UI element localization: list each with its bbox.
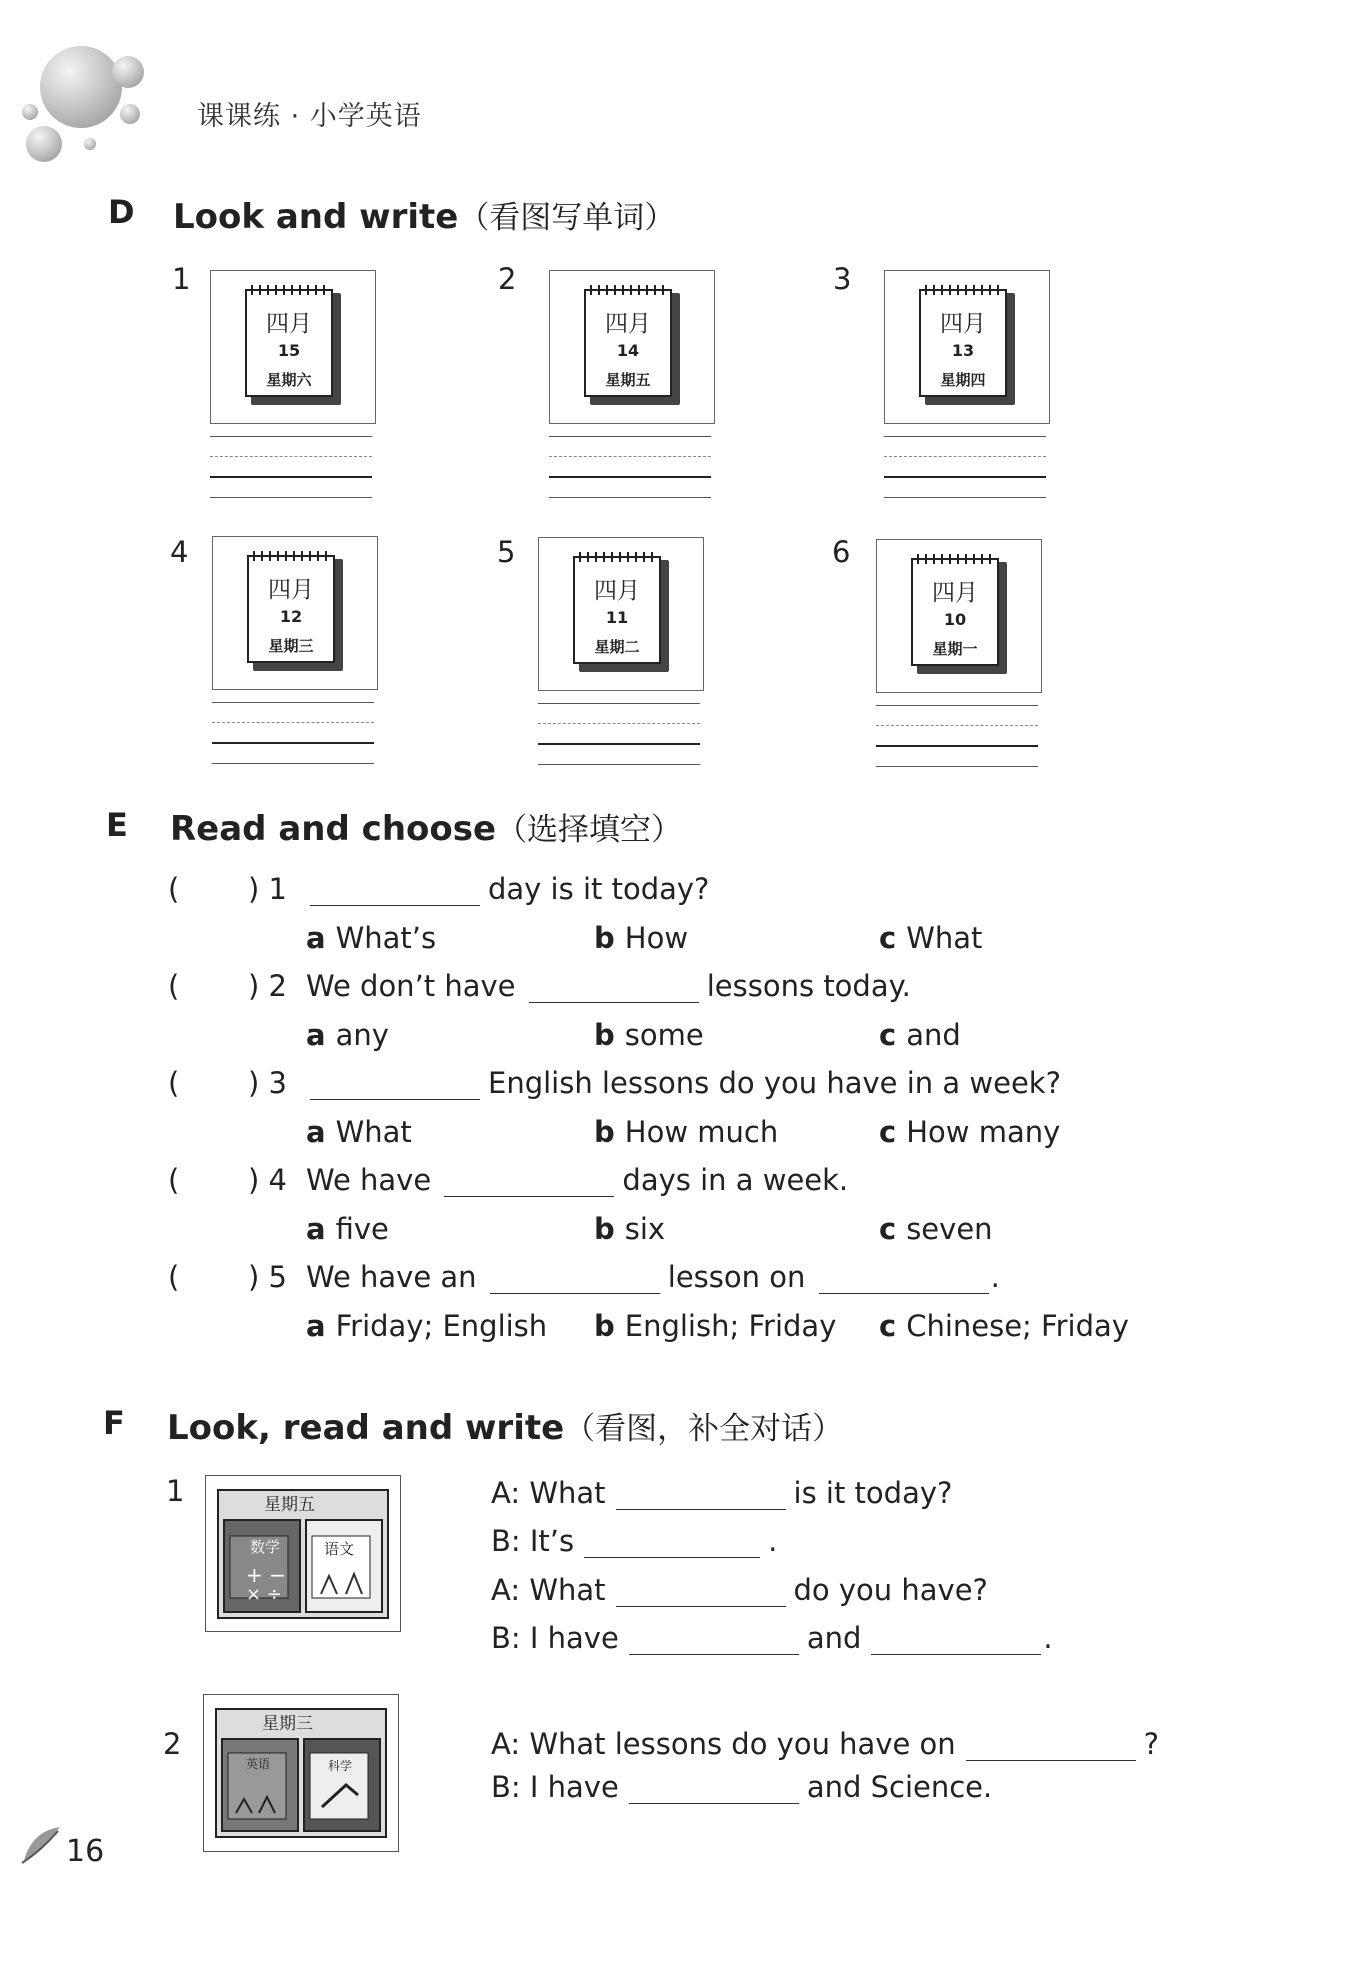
calendar-picture bbox=[212, 536, 378, 690]
calendar-rings bbox=[253, 551, 333, 561]
dialog-text: A: What bbox=[491, 1573, 606, 1607]
section-d-letter: D bbox=[108, 193, 135, 231]
calendar-weekday: 星期一 bbox=[932, 640, 978, 658]
dialog-text: B: I have bbox=[491, 1770, 619, 1804]
calendar-weekday: 星期四 bbox=[940, 371, 986, 389]
option-a[interactable]: a five bbox=[306, 1212, 389, 1246]
option-a[interactable]: a What bbox=[306, 1115, 412, 1149]
question-text: lesson on bbox=[667, 1260, 806, 1294]
calendar-month: 四月 bbox=[940, 311, 986, 337]
d-item-number: 3 bbox=[833, 262, 852, 296]
answer-blank[interactable] bbox=[490, 1265, 660, 1294]
answer-blank[interactable] bbox=[310, 877, 480, 906]
option-b[interactable]: b How much bbox=[594, 1115, 779, 1149]
calendar-month: 四月 bbox=[266, 311, 312, 337]
answer-blank[interactable] bbox=[629, 1626, 799, 1655]
calendar-weekday: 星期六 bbox=[266, 371, 312, 389]
timetable-picture bbox=[205, 1475, 401, 1632]
dialog-text: and Science. bbox=[806, 1770, 993, 1804]
calendar-rings bbox=[925, 285, 1005, 295]
dialog-line bbox=[491, 1621, 1053, 1655]
writing-lines[interactable] bbox=[210, 436, 372, 498]
dialog-text: . bbox=[1043, 1621, 1053, 1655]
calendar-date: 10 bbox=[943, 610, 967, 629]
dialog-line bbox=[491, 1727, 1159, 1761]
option-b[interactable]: b How bbox=[594, 921, 689, 955]
dialog-text: . bbox=[768, 1524, 778, 1558]
question-text: We have an bbox=[306, 1260, 477, 1294]
question-number: ) 5 bbox=[248, 1260, 287, 1294]
question-number: ) 4 bbox=[248, 1163, 287, 1197]
answer-blank[interactable] bbox=[310, 1071, 480, 1100]
answer-blank[interactable] bbox=[819, 1265, 989, 1294]
answer-blank[interactable] bbox=[616, 1481, 786, 1510]
question-number: ) 1 bbox=[248, 872, 287, 906]
d-item-number: 5 bbox=[497, 535, 516, 569]
writing-lines[interactable] bbox=[884, 436, 1046, 498]
question-line bbox=[168, 969, 911, 1003]
calendar-rings bbox=[590, 285, 670, 295]
dialog-text: B: It’s bbox=[491, 1524, 575, 1558]
calendar-weekday: 星期三 bbox=[268, 637, 314, 655]
dialog-line bbox=[491, 1524, 777, 1558]
answer-blank[interactable] bbox=[966, 1732, 1136, 1761]
answer-bracket[interactable]: ( bbox=[168, 1163, 180, 1197]
dialog-text: A: What lessons do you have on bbox=[491, 1727, 956, 1761]
calendar-month: 四月 bbox=[932, 580, 978, 606]
dialog-text: B: I have bbox=[491, 1621, 619, 1655]
option-c[interactable]: c What bbox=[879, 921, 983, 955]
calendar-rings bbox=[579, 552, 659, 562]
option-text: What bbox=[906, 921, 983, 955]
dialog-text: A: What bbox=[491, 1476, 606, 1510]
question-text: day is it today? bbox=[488, 872, 710, 906]
dialog-text: and bbox=[806, 1621, 862, 1655]
answer-blank[interactable] bbox=[629, 1775, 799, 1804]
option-text: Chinese; Friday bbox=[906, 1309, 1129, 1343]
dialog-text: ? bbox=[1143, 1727, 1160, 1761]
question-text: We have bbox=[306, 1163, 432, 1197]
writing-lines[interactable] bbox=[212, 702, 374, 764]
weekday-label: 星期三 bbox=[262, 1714, 313, 1734]
option-text: How many bbox=[906, 1115, 1061, 1149]
calendar-date: 14 bbox=[616, 341, 640, 360]
option-c[interactable]: c Chinese; Friday bbox=[879, 1309, 1129, 1343]
section-f-letter: F bbox=[103, 1404, 125, 1442]
weekday-label: 星期五 bbox=[264, 1495, 315, 1515]
calendar-weekday: 星期五 bbox=[605, 371, 651, 389]
writing-lines[interactable] bbox=[876, 705, 1038, 767]
section-d-title: Look and write（看图写单词） bbox=[173, 197, 676, 237]
option-text: How bbox=[624, 921, 689, 955]
calendar-date: 12 bbox=[279, 607, 303, 626]
writing-lines[interactable] bbox=[538, 703, 700, 765]
d-item-number: 1 bbox=[172, 262, 191, 296]
question-text: lessons today. bbox=[706, 969, 911, 1003]
header-title: 课课练 · 小学英语 bbox=[197, 101, 422, 132]
svg-text:× ÷: × ÷ bbox=[246, 1584, 282, 1605]
question-number: ) 3 bbox=[248, 1066, 287, 1100]
calendar-date: 13 bbox=[951, 341, 975, 360]
answer-bracket[interactable]: ( bbox=[168, 872, 180, 906]
dialog-line bbox=[491, 1476, 952, 1510]
subject-label: 语文 bbox=[324, 1540, 355, 1558]
f-item-number: 2 bbox=[163, 1727, 182, 1761]
option-a[interactable]: a any bbox=[306, 1018, 389, 1052]
option-c[interactable]: c and bbox=[879, 1018, 961, 1052]
question-line bbox=[168, 1163, 848, 1197]
question-text: days in a week. bbox=[622, 1163, 849, 1197]
leaf-icon bbox=[20, 1825, 64, 1869]
f-item-number: 1 bbox=[166, 1474, 185, 1508]
d-item-number: 4 bbox=[170, 535, 189, 569]
subject-label: 数学 bbox=[250, 1538, 281, 1556]
answer-blank[interactable] bbox=[584, 1529, 760, 1558]
question-number: ) 2 bbox=[248, 969, 287, 1003]
calendar-rings bbox=[251, 285, 331, 295]
option-c[interactable]: c seven bbox=[879, 1212, 993, 1246]
option-text: five bbox=[335, 1212, 389, 1246]
option-b[interactable]: b six bbox=[594, 1212, 666, 1246]
answer-bracket[interactable]: ( bbox=[168, 1260, 180, 1294]
question-line bbox=[168, 1066, 1061, 1100]
answer-bracket[interactable]: ( bbox=[168, 969, 180, 1003]
calendar-date: 11 bbox=[605, 608, 629, 627]
calendar-month: 四月 bbox=[594, 578, 640, 604]
answer-blank[interactable] bbox=[444, 1168, 614, 1197]
option-text: How much bbox=[624, 1115, 779, 1149]
option-b[interactable]: b some bbox=[594, 1018, 704, 1052]
calendar-picture bbox=[876, 539, 1042, 693]
question-text: English lessons do you have in a week? bbox=[488, 1066, 1061, 1100]
dialog-text: is it today? bbox=[793, 1476, 953, 1510]
question-line bbox=[168, 872, 709, 906]
calendar-month: 四月 bbox=[268, 577, 314, 603]
page-number: 16 bbox=[66, 1834, 105, 1869]
option-a[interactable]: a What’s bbox=[306, 921, 437, 955]
writing-lines[interactable] bbox=[549, 436, 711, 498]
answer-bracket[interactable]: ( bbox=[168, 1066, 180, 1100]
option-text: What’s bbox=[335, 921, 437, 955]
answer-blank[interactable] bbox=[871, 1626, 1041, 1655]
calendar-picture bbox=[210, 270, 376, 424]
option-text: any bbox=[335, 1018, 389, 1052]
svg-text:+ −: + − bbox=[246, 1563, 286, 1587]
calendar-picture bbox=[884, 270, 1050, 424]
calendar-weekday: 星期二 bbox=[594, 638, 640, 656]
answer-blank[interactable] bbox=[616, 1578, 786, 1607]
option-text: English; Friday bbox=[624, 1309, 837, 1343]
section-e-title: Read and choose（选择填空） bbox=[170, 809, 683, 849]
subject-label: 科学 bbox=[328, 1759, 353, 1773]
question-line bbox=[168, 1260, 1000, 1294]
d-item-number: 2 bbox=[498, 262, 517, 296]
option-text: What bbox=[335, 1115, 412, 1149]
option-text: some bbox=[624, 1018, 704, 1052]
section-e-letter: E bbox=[106, 806, 128, 844]
option-b[interactable]: b English; Friday bbox=[594, 1309, 837, 1343]
subject-label: 英语 bbox=[246, 1757, 271, 1771]
question-text: We don’t have bbox=[306, 969, 516, 1003]
section-f-title: Look, read and write（看图，补全对话） bbox=[167, 1408, 844, 1448]
answer-blank[interactable] bbox=[529, 974, 699, 1003]
question-text: . bbox=[990, 1260, 1000, 1294]
option-text: six bbox=[624, 1212, 666, 1246]
d-item-number: 6 bbox=[832, 535, 851, 569]
calendar-picture bbox=[538, 537, 704, 691]
option-text: Friday; English bbox=[335, 1309, 548, 1343]
dialog-line bbox=[491, 1770, 992, 1804]
option-a[interactable]: a Friday; English bbox=[306, 1309, 548, 1343]
calendar-rings bbox=[917, 554, 997, 564]
calendar-date: 15 bbox=[277, 341, 301, 360]
option-c[interactable]: c How many bbox=[879, 1115, 1061, 1149]
dialog-text: do you have? bbox=[793, 1573, 988, 1607]
calendar-picture bbox=[549, 270, 715, 424]
calendar-month: 四月 bbox=[605, 311, 651, 337]
option-text: seven bbox=[906, 1212, 993, 1246]
timetable-picture bbox=[203, 1694, 399, 1852]
option-text: and bbox=[906, 1018, 961, 1052]
dialog-line bbox=[491, 1573, 988, 1607]
